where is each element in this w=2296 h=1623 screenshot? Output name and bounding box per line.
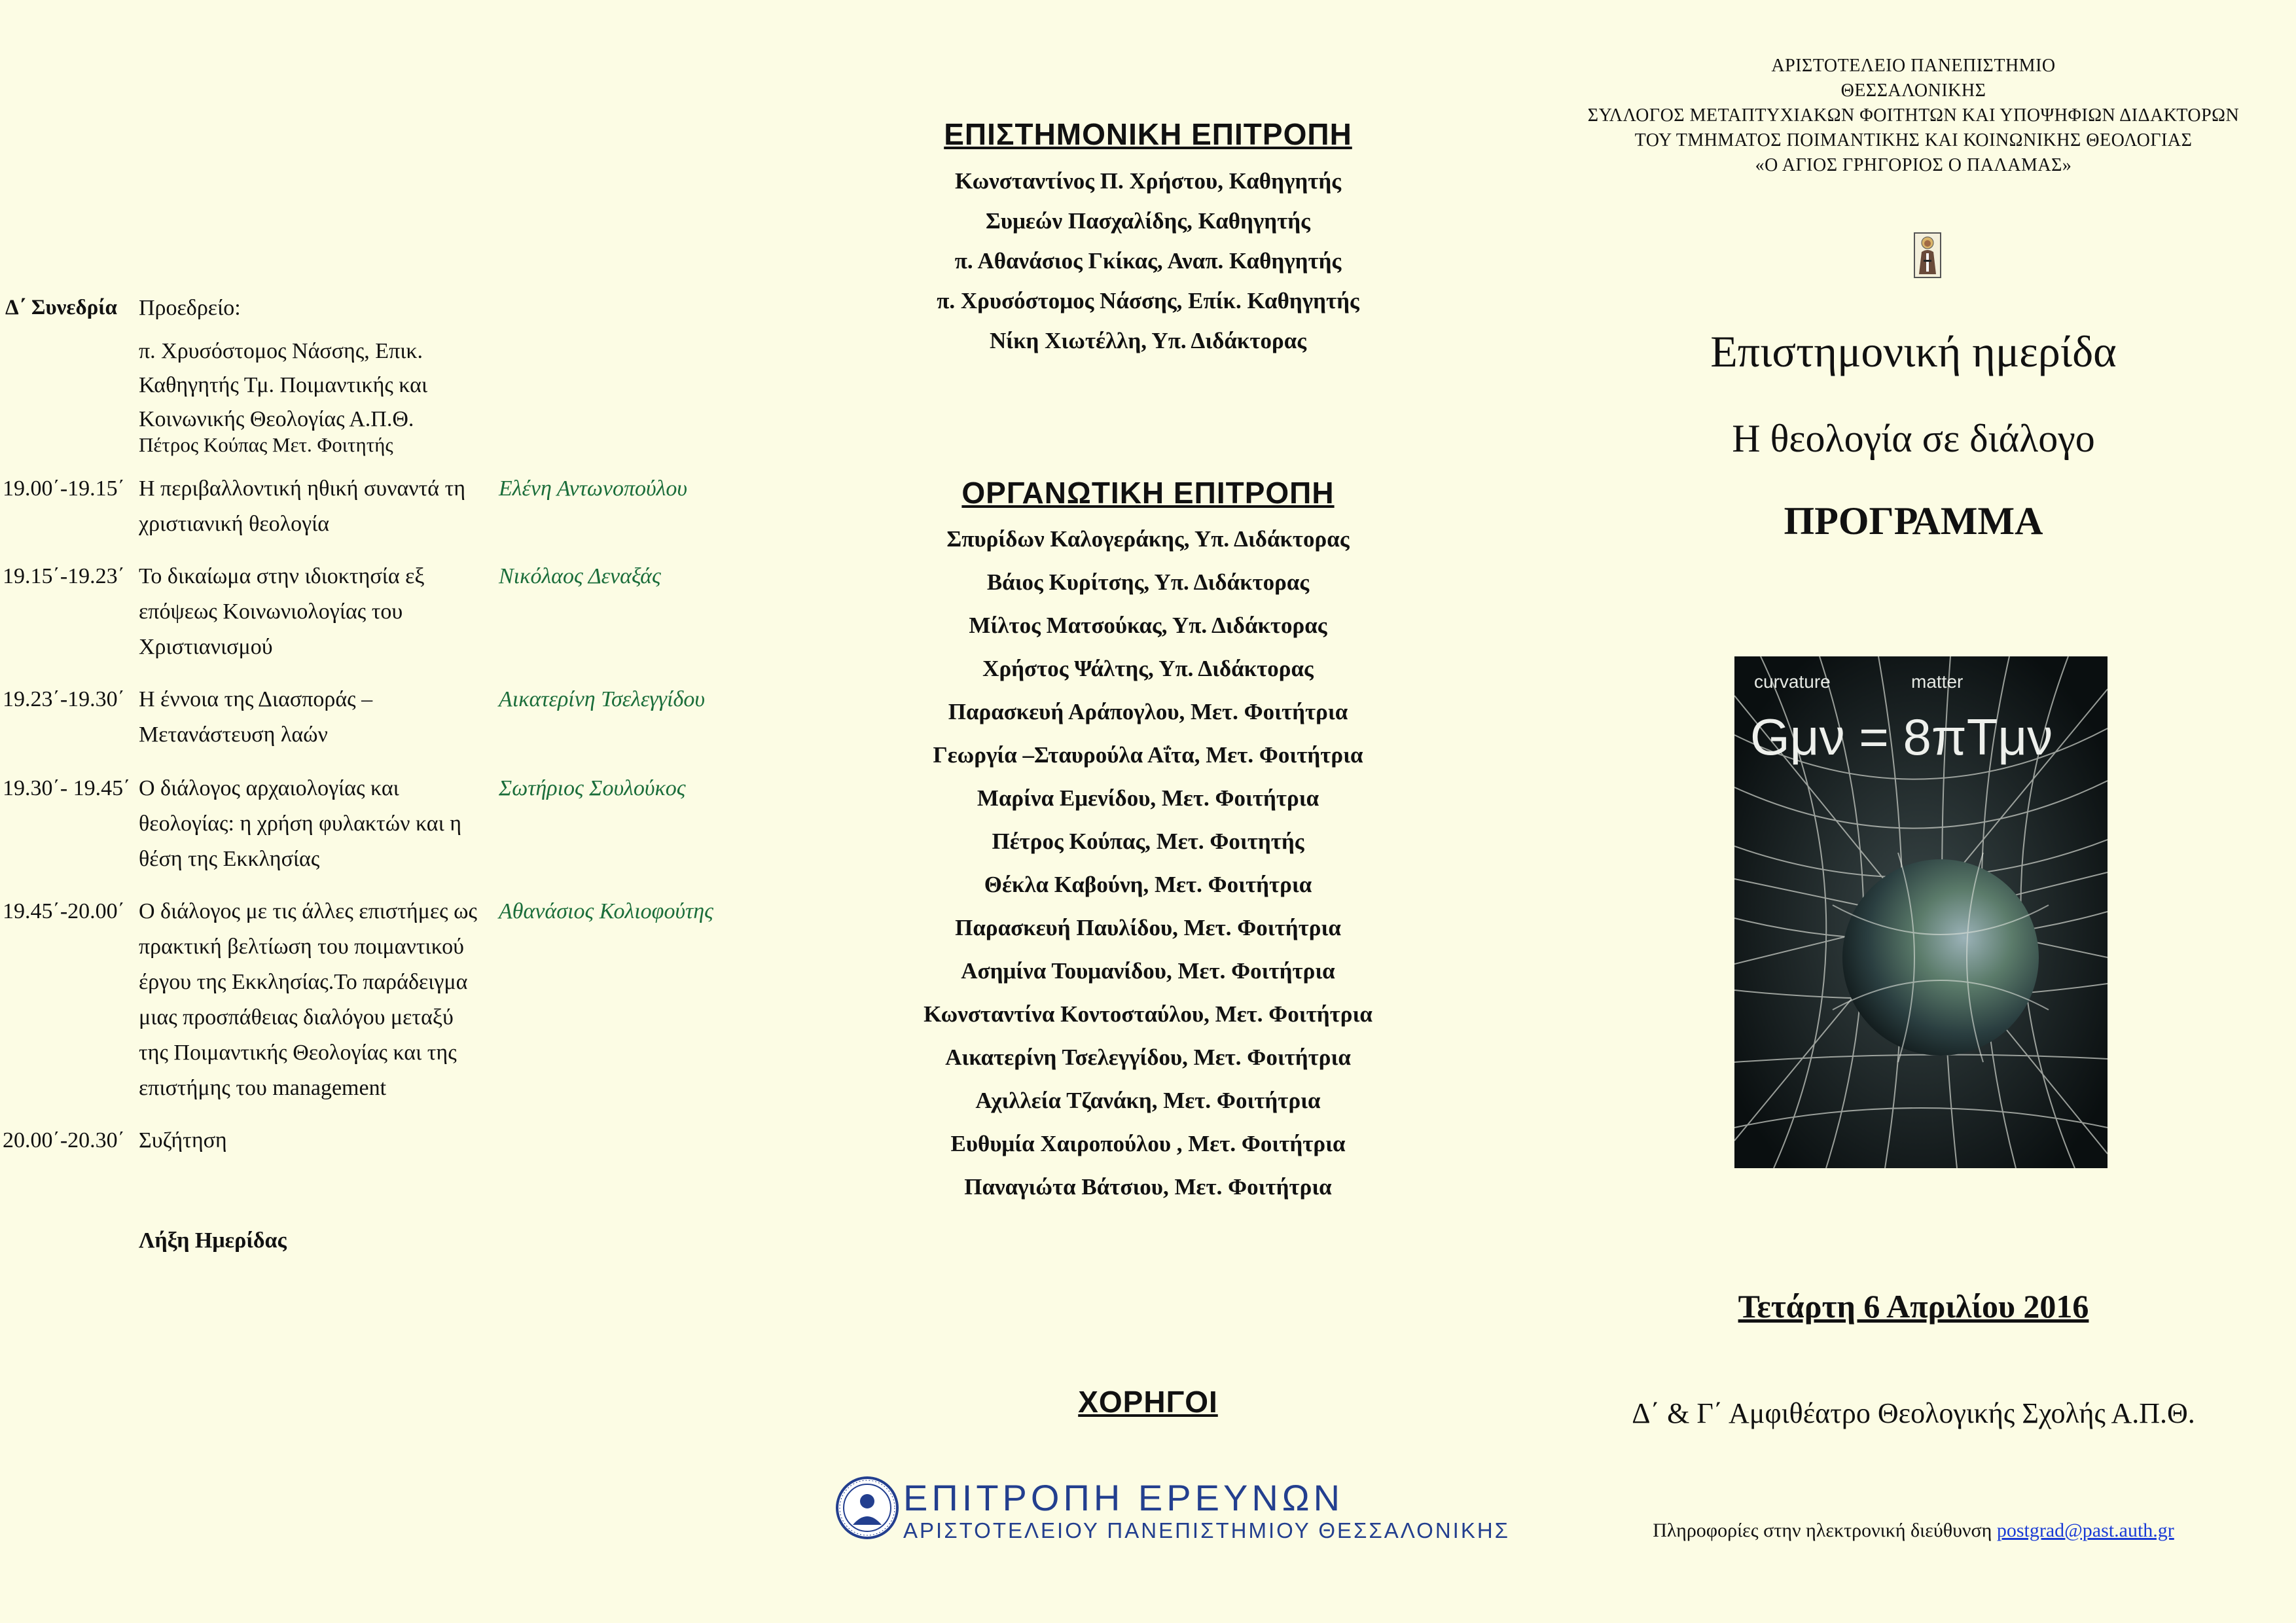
talk-time: 20.00΄-20.30΄ xyxy=(3,1128,125,1152)
saint-icon xyxy=(1914,232,1941,278)
talk-speaker: Σωτήριος Σουλούκος xyxy=(499,776,686,800)
committee-member: Παρασκευή Αράπογλου, Μετ. Φοιτήτρια xyxy=(948,699,1348,724)
equation-label: Gμν = 8πTμν xyxy=(1750,708,2053,766)
committee-member: Ευθυμία Χαιροπούλου , Μετ. Φοιτήτρια xyxy=(950,1131,1346,1156)
talk-topic: Ο διάλογος με τις άλλες επιστήμες ως πρακτική βελτίωση του ποιμαντικού έργου της Εκκλησίας.Το παράδειγμα μιας προσπάθειας διαλόγου μεταξύ της Ποιμαντικής Θεολογίας και της επιστήμης του management xyxy=(139,899,477,1100)
talk-speaker: Ελένη Αντωνοπούλου xyxy=(499,476,687,501)
university-line: ΣΥΛΛΟΓΟΣ ΜΕΤΑΠΤΥΧΙΑΚΩΝ ΦΟΙΤΗΤΩΝ ΚΑΙ ΥΠΟΨΗΦΙΩΝ ΔΙΔΑΚΤΟΡΩΝ xyxy=(1587,105,2240,126)
committee-member: Σπυρίδων Καλογεράκης, Υπ. Διδάκτορας xyxy=(946,526,1350,552)
talk-speaker: Αικατερίνη Τσελεγγίδου xyxy=(499,687,705,711)
committee-member: Θέκλα Καβούνη, Μετ. Φοιτήτρια xyxy=(984,872,1312,897)
talk-time: 19.23΄-19.30΄ xyxy=(3,687,125,711)
committee-member: π. Αθανάσιος Γκίκας, Αναπ. Καθηγητής xyxy=(954,248,1342,274)
curvature-label: curvature xyxy=(1754,671,1831,692)
contact-info-text: Πληροφορίες στην ηλεκτρονική διεύθυνση xyxy=(1653,1520,1992,1541)
talk-time: 19.00΄-19.15΄ xyxy=(3,476,125,501)
talk-topic: Συζήτηση xyxy=(139,1128,227,1152)
matter-label: matter xyxy=(1911,671,1964,692)
event-venue: Δ΄ & Γ΄ Αμφιθέατρο Θεολογικής Σχολής Α.Π.Θ. xyxy=(1632,1397,2195,1429)
event-date: Τετάρτη 6 Απριλίου 2016 xyxy=(1738,1288,2089,1325)
research-committee-seal-icon xyxy=(834,1475,900,1541)
committee-member: Βάιος Κυρίτσης, Υπ. Διδάκτορας xyxy=(986,569,1310,595)
committee-member: Κωνσταντίνος Π. Χρήστου, Καθηγητής xyxy=(955,168,1341,194)
committee-member: Γεωργία –Σταυρούλα Αΐτα, Μετ. Φοιτήτρια xyxy=(933,742,1363,768)
talk-topic: Ο διάλογος αρχαιολογίας και θεολογίας: η χρήση φυλακτών και η θέση της Εκκλησίας xyxy=(139,776,462,871)
talk-time: 19.30΄- 19.45΄ xyxy=(3,776,131,800)
sponsor-logo-subtitle: ΑΡΙΣΤΟΤΕΛΕΙΟΥ ΠΑΝΕΠΙΣΤΗΜΙΟΥ ΘΕΣΣΑΛΟΝΙΚΗΣ xyxy=(903,1518,1511,1543)
committees-panel xyxy=(765,0,1531,1623)
talk-topic: Το δικαίωμα στην ιδιοκτησία εξ επόψεως Κοινωνιολογίας του Χριστιανισμού xyxy=(139,564,425,659)
session-label: Δ΄ Συνεδρία xyxy=(5,296,117,319)
talk-time: 19.15΄-19.23΄ xyxy=(3,564,125,588)
university-line: ΤΟΥ ΤΜΗΜΑΤΟΣ ΠΟΙΜΑΝΤΙΚΗΣ ΚΑΙ ΚΟΙΝΩΝΙΚΗΣ ΘΕΟΛΟΓΙΑΣ xyxy=(1634,130,2193,151)
university-line: «Ο ΑΓΙΟΣ ΓΡΗΓΟΡΙΟΣ Ο ΠΑΛΑΜΑΣ» xyxy=(1755,155,2072,175)
presidium-student: Πέτρος Κούπας Μετ. Φοιτητής xyxy=(139,433,393,456)
talk-time: 19.45΄-20.00΄ xyxy=(3,899,125,923)
committee-member: Συμεών Πασχαλίδης, Καθηγητής xyxy=(986,208,1310,234)
committee-member: Νίκη Χιωτέλλη, Υπ. Διδάκτορας xyxy=(989,328,1307,353)
committee-member: Παρασκευή Παυλίδου, Μετ. Φοιτήτρια xyxy=(955,915,1341,940)
committee-member: Μαρίνα Εμενίδου, Μετ. Φοιτήτρια xyxy=(977,785,1319,811)
contact-email-link[interactable]: postgrad@past.auth.gr xyxy=(1996,1520,2174,1541)
schedule-panel xyxy=(0,0,765,1623)
committee-member: Αχιλλεία Τζανάκη, Μετ. Φοιτήτρια xyxy=(975,1088,1321,1113)
talk-topic: Η έννοια της Διασποράς – Μετανάστευση λαών xyxy=(139,687,373,747)
contact-info xyxy=(1531,1520,2296,1542)
organizing-committee-heading: ΟΡΓΑΝΩΤΙΚΗ ΕΠΙΤΡΟΠΗ xyxy=(961,476,1335,510)
university-line: ΘΕΣΣΑΛΟΝΙΚΗΣ xyxy=(1840,80,1986,101)
committee-member: π. Χρυσόστομος Νάσσης, Επίκ. Καθηγητής xyxy=(937,288,1359,313)
committee-member: Μίλτος Ματσούκας, Υπ. Διδάκτορας xyxy=(969,613,1327,638)
cover-image xyxy=(1734,656,2108,1168)
event-type: Επιστημονική ημερίδα xyxy=(1710,327,2117,376)
talk-speaker: Αθανάσιος Κολιοφούτης xyxy=(499,899,713,923)
event-title: Η θεολογία σε διάλογο xyxy=(1732,417,2095,460)
scientific-committee-list xyxy=(765,161,1531,361)
organizing-committee-list xyxy=(765,518,1531,1209)
sponsors-heading: ΧΟΡΗΓΟΙ xyxy=(1078,1385,1218,1419)
university-line: ΑΡΙΣΤΟΤΕΛΕΙΟ ΠΑΝΕΠΙΣΤΗΜΙΟ xyxy=(1771,56,2056,76)
talk-speaker: Νικόλαος Δεναξάς xyxy=(499,564,661,588)
scientific-committee-heading: ΕΠΙΣΤΗΜΟΝΙΚΗ ΕΠΙΤΡΟΠΗ xyxy=(944,117,1352,151)
committee-member: Κωνσταντίνα Κοντοσταύλου, Μετ. Φοιτήτρια xyxy=(924,1001,1372,1027)
presidium-line: Καθηγητής Τμ. Ποιμαντικής και xyxy=(139,373,428,397)
committee-member: Πέτρος Κούπας, Μετ. Φοιτητής xyxy=(992,829,1304,854)
committee-member: Ασημίνα Τουμανίδου, Μετ. Φοιτήτρια xyxy=(961,958,1335,984)
sponsor-logo-title: ΕΠΙΤΡΟΠΗ ΕΡΕΥΝΩΝ xyxy=(903,1477,1344,1518)
program-label: ΠΡΟΓΡΑΜΜΑ xyxy=(1784,499,2043,543)
committee-member: Αικατερίνη Τσελεγγίδου, Μετ. Φοιτήτρια xyxy=(945,1044,1351,1070)
presidium-line: Κοινωνικής Θεολογίας Α.Π.Θ. xyxy=(139,407,414,431)
presidium-line: π. Χρυσόστομος Νάσσης, Επικ. xyxy=(139,339,423,363)
committee-member: Παναγιώτα Βάτσιου, Μετ. Φοιτήτρια xyxy=(964,1174,1332,1200)
committee-member: Χρήστος Ψάλτης, Υπ. Διδάκτορας xyxy=(982,656,1314,681)
university-header xyxy=(1531,54,2296,178)
closing-label: Λήξη Ημερίδας xyxy=(139,1228,287,1253)
presidium-label: Προεδρείο: xyxy=(139,296,241,320)
talk-topic: Η περιβαλλοντική ηθική συναντά τη χριστιανική θεολογία xyxy=(139,476,466,536)
